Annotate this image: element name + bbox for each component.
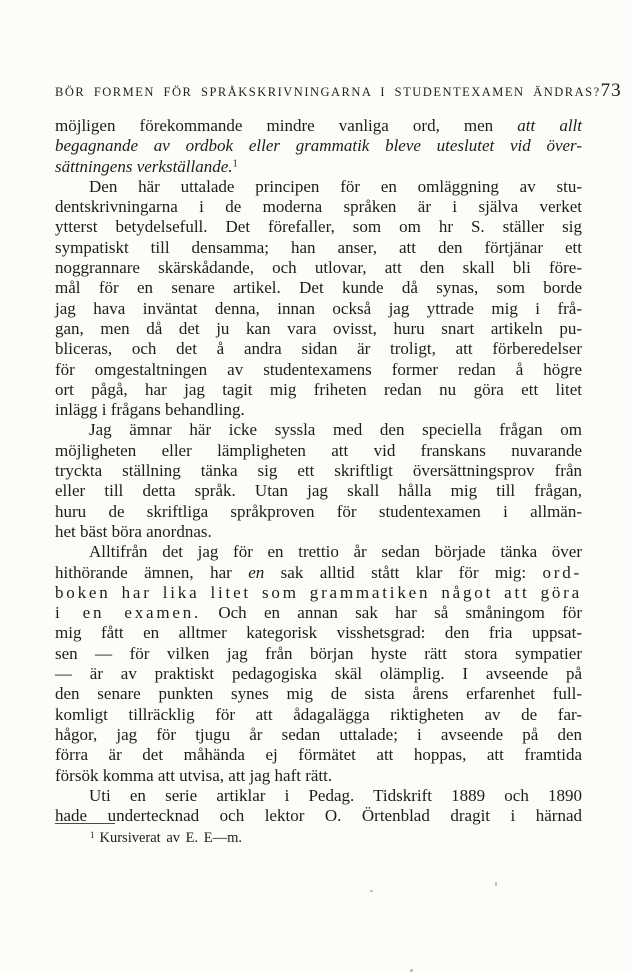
text-segment: het bäst böra anordnas.: [55, 521, 212, 541]
text-line: [55, 238, 582, 258]
text-segment: komligt tillräcklig för att ådagalägga riktigheten av de far-: [55, 704, 582, 724]
text-segment: Den här uttalade principen för en omläggning av stu-: [89, 176, 582, 196]
text-segment: Alltifrån det jag för en trettio år sedan började tänka över: [89, 542, 582, 562]
text-segment: möjligen förekommande mindre vanliga ord, men: [55, 116, 518, 135]
running-header: [55, 80, 622, 102]
text-segment: hågor, jag för tjugu år sedan uttalade; i avseende på den: [55, 724, 582, 744]
text-segment: — är av praktiskt pedagogiska skäl olämplig. I avseende på: [55, 664, 582, 684]
text-line: [55, 360, 582, 380]
paragraph: [55, 786, 582, 827]
footnote: [55, 829, 582, 847]
text-line: [55, 339, 582, 359]
paragraph: [55, 420, 582, 542]
footnote-reference: 1: [232, 158, 238, 170]
text-segment: hade undertecknad och lektor O. Örtenblad dragit i härnad: [55, 806, 582, 826]
text-line: [55, 725, 582, 745]
text-segment: mål för en senare artikel. Det kunde då synas, som borde: [55, 278, 582, 298]
text-line: [55, 806, 582, 826]
text-segment: ytterst betydelsefull. Det förefaller, som om hr S. ställer sig: [55, 217, 582, 237]
text-segment: ort pågå, har jag tagit mig friheten redan nu göra ett litet: [55, 379, 582, 399]
paragraph: [55, 116, 582, 177]
text-line: [55, 481, 582, 501]
text-segment: dentskrivningarna i de moderna språken är i själva verket: [55, 197, 582, 217]
text-segment: Jag ämnar här icke syssla med den speciella frågan om: [89, 420, 582, 440]
page-number: 73: [600, 80, 622, 101]
text-line: [55, 684, 582, 704]
text-line: [55, 319, 582, 339]
scan-speck: [410, 969, 413, 972]
text-segment: huru de skriftliga språkproven för studentexamen i allmän-: [55, 501, 582, 521]
text-segment: bliceras, och det å andra sidan är troligt, att förberedelser: [55, 339, 582, 359]
text-segment: en: [248, 562, 265, 582]
text-segment: försök komma att utvisa, att jag haft rätt.: [55, 765, 333, 785]
text-line: [55, 441, 582, 461]
text-line: [55, 217, 582, 237]
text-line: [55, 502, 582, 522]
footnote-text: Kursiverat av E. E—m.: [99, 830, 243, 846]
text-segment: att allt: [517, 116, 582, 135]
text-line: [55, 603, 582, 623]
text-segment: jag hava inväntat denna, innan också jag yttrade mig i frå-: [55, 298, 582, 318]
text-line: [55, 644, 582, 664]
text-line: [55, 177, 582, 197]
text-segment: mig fått en alltmer kategorisk visshetsgrad: den fria uppsat-: [55, 623, 582, 643]
text-segment: Och en annan sak har så småningom för: [201, 603, 583, 623]
text-line: [55, 400, 582, 420]
text-segment: tryckta ställning tänka sig ett skriftligt översättningsprov från: [55, 461, 582, 481]
footnote-rule: [55, 823, 115, 824]
header-title: BÖR FORMEN FÖR SPRÅKSKRIVNINGARNA I STUDENTEXAMEN ÄNDRAS?: [55, 85, 601, 99]
text-line: [55, 461, 582, 481]
body-text: [55, 116, 582, 826]
text-segment: Uti en serie artiklar i Pedag. Tidskrift 1889 och 1890: [89, 785, 582, 805]
text-segment: sympatiskt till densamma; han anser, att den förtjänar ett: [55, 237, 582, 257]
paragraph: [55, 542, 582, 786]
text-line: [55, 278, 582, 298]
text-line: [55, 583, 582, 603]
text-line: [55, 623, 582, 643]
paragraph: [55, 177, 582, 421]
text-line: [55, 522, 582, 542]
text-line: [55, 116, 582, 136]
text-line: [55, 766, 582, 786]
text-segment: hithörande ämnen, har: [55, 562, 249, 582]
text-line: [55, 542, 582, 562]
text-segment: förra är det måhända ej förmätet att hoppas, att framtida: [55, 745, 582, 765]
text-segment: sak alltid stått klar för mig:: [264, 562, 543, 582]
scan-speck: [370, 890, 373, 892]
text-line: [55, 745, 582, 765]
text-segment: noggrannare skärskådande, och utlovar, att den skall bli före-: [55, 258, 582, 278]
text-segment: ord-: [542, 562, 582, 582]
text-line: [55, 258, 582, 278]
scan-speck: [495, 882, 497, 886]
text-line: [55, 705, 582, 725]
text-segment: eller till detta språk. Utan jag skall hålla mig till frågan,: [55, 481, 582, 501]
text-line: [55, 380, 582, 400]
text-line: [55, 563, 582, 583]
text-segment: gan, men då det ju kan vara ovisst, huru snart artikeln pu-: [55, 318, 582, 338]
text-segment: begagnande av ordbok eller grammatik bleve uteslutet vid över-: [55, 136, 582, 156]
text-segment: boken har lika litet som grammatiken något att göra: [55, 582, 582, 602]
text-segment: sättningens verkställande.: [55, 156, 233, 176]
text-line: [55, 157, 582, 177]
footnote-marker: 1: [90, 829, 95, 840]
text-line: [55, 197, 582, 217]
text-line: [55, 786, 582, 806]
text-segment: för omgestaltningen av studentexamens former redan å högre: [55, 359, 582, 379]
text-line: [55, 664, 582, 684]
text-segment: inlägg i frågans behandling.: [55, 400, 245, 420]
text-segment: den senare punkten synes mig de sista årens erfarenhet full-: [55, 684, 582, 704]
text-segment: sen — för vilken jag från början hyste rätt stora sympatier: [55, 643, 582, 663]
text-line: [55, 299, 582, 319]
text-segment: i en examen.: [55, 603, 202, 623]
text-segment: möjligheten eller lämpligheten att vid franskans nuvarande: [55, 440, 582, 460]
text-line: [55, 136, 582, 156]
text-line: [55, 420, 582, 440]
